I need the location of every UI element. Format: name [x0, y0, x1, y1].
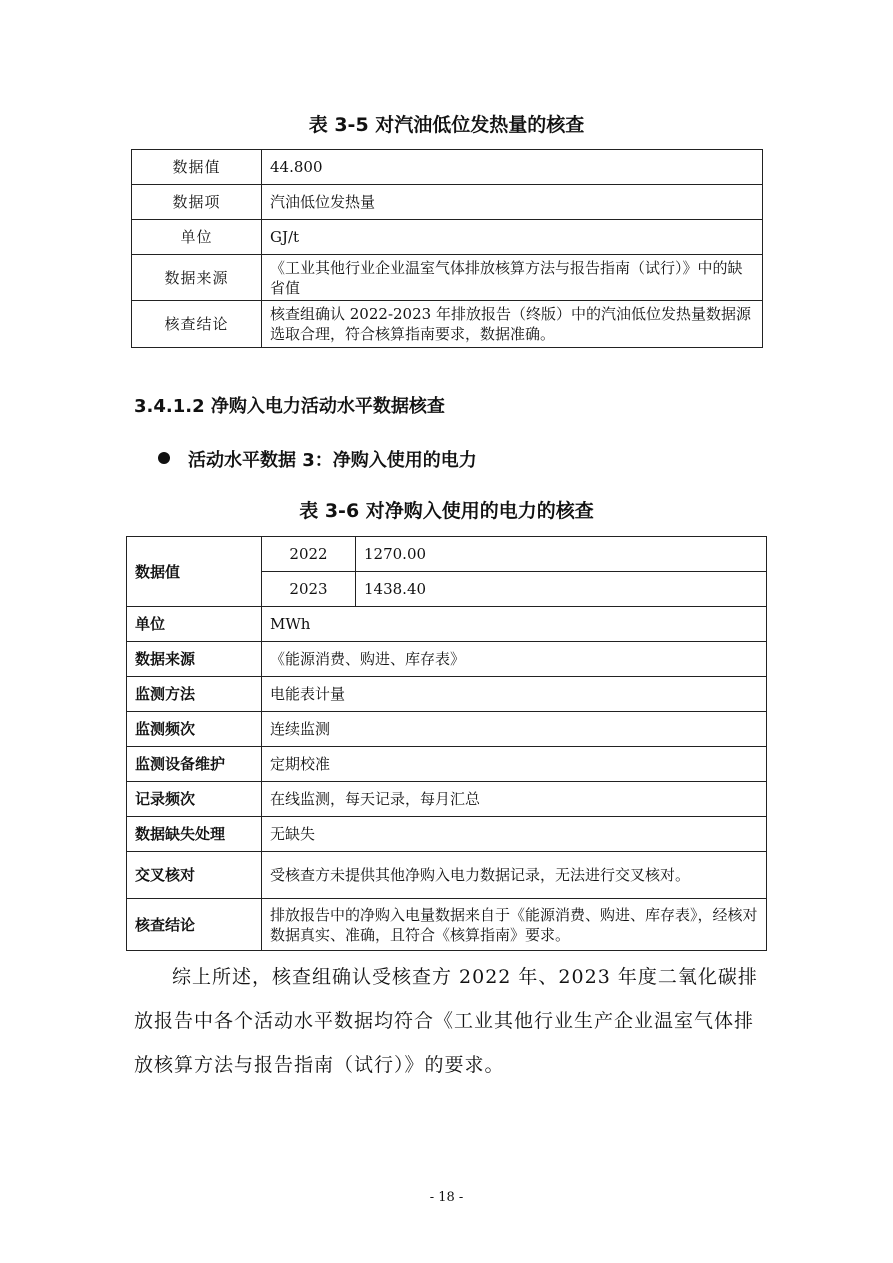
table-row	[127, 782, 767, 817]
table-row	[132, 255, 763, 301]
row-value: MWh	[262, 607, 767, 642]
row-label: 记录频次	[127, 782, 262, 817]
row-label: 数据项	[132, 185, 262, 220]
row-value: 无缺失	[262, 817, 767, 852]
row-label: 单位	[132, 220, 262, 255]
row-value: GJ/t	[262, 220, 763, 255]
table-3-6	[126, 536, 767, 951]
row-label: 数据缺失处理	[127, 817, 262, 852]
table-3-6-title: 表 3-6 对净购入使用的电力的核查	[299, 500, 594, 522]
table-row	[132, 150, 763, 185]
row-label: 单位	[127, 607, 262, 642]
row-label: 数据来源	[127, 642, 262, 677]
row-value: 核查组确认 2022-2023 年排放报告（终版）中的汽油低位发热量数据源选取合理，符合核算指南要求，数据准确。	[262, 301, 763, 348]
table-row	[132, 301, 763, 348]
row-label: 监测方法	[127, 677, 262, 712]
row-value: 受核查方未提供其他净购入电力数据记录，无法进行交叉核对。	[262, 852, 767, 899]
table-row	[127, 817, 767, 852]
section-heading: 3.4.1.2 净购入电力活动水平数据核查	[134, 396, 445, 417]
bullet-item	[158, 446, 477, 472]
row-label: 监测频次	[127, 712, 262, 747]
table-row	[127, 677, 767, 712]
table-row	[127, 899, 767, 951]
row-label: 核查结论	[127, 899, 262, 951]
table-row	[127, 537, 767, 572]
table-row	[127, 642, 767, 677]
year-value: 1438.40	[356, 572, 767, 607]
row-value: 44.800	[262, 150, 763, 185]
row-label: 核查结论	[132, 301, 262, 348]
row-value: 电能表计量	[262, 677, 767, 712]
year-cell: 2023	[262, 572, 356, 607]
row-value: 排放报告中的净购入电量数据来自于《能源消费、购进、库存表》，经核对数据真实、准确，且符合《核算指南》要求。	[262, 899, 767, 951]
row-value: 《能源消费、购进、库存表》	[262, 642, 767, 677]
row-label: 交叉核对	[127, 852, 262, 899]
row-value: 连续监测	[262, 712, 767, 747]
year-cell: 2022	[262, 537, 356, 572]
bullet-text: 活动水平数据 3：净购入使用的电力	[188, 450, 477, 471]
row-label: 数据值	[132, 150, 262, 185]
row-label: 数据值	[127, 537, 262, 607]
table-row	[132, 185, 763, 220]
table-row	[127, 852, 767, 899]
table-3-5	[131, 149, 763, 348]
bullet-dot-icon	[158, 452, 170, 464]
row-value: 定期校准	[262, 747, 767, 782]
table-row	[127, 712, 767, 747]
summary-paragraph: 综上所述，核查组确认受核查方 2022 年、2023 年度二氧化碳排放报告中各个活动水平数据均符合《工业其他行业生产企业温室气体排放核算方法与报告指南（试行）》的要求。	[134, 966, 758, 1076]
table-row	[127, 607, 767, 642]
year-value: 1270.00	[356, 537, 767, 572]
page-number: - 18 -	[429, 1190, 464, 1205]
row-value: 《工业其他行业企业温室气体排放核算方法与报告指南（试行）》中的缺省值	[262, 255, 763, 301]
table-row	[127, 747, 767, 782]
table-row	[132, 220, 763, 255]
row-value: 在线监测，每天记录，每月汇总	[262, 782, 767, 817]
table-3-5-title: 表 3-5 对汽油低位发热量的核查	[308, 114, 585, 136]
row-label: 数据来源	[132, 255, 262, 301]
row-value: 汽油低位发热量	[262, 185, 763, 220]
row-label: 监测设备维护	[127, 747, 262, 782]
